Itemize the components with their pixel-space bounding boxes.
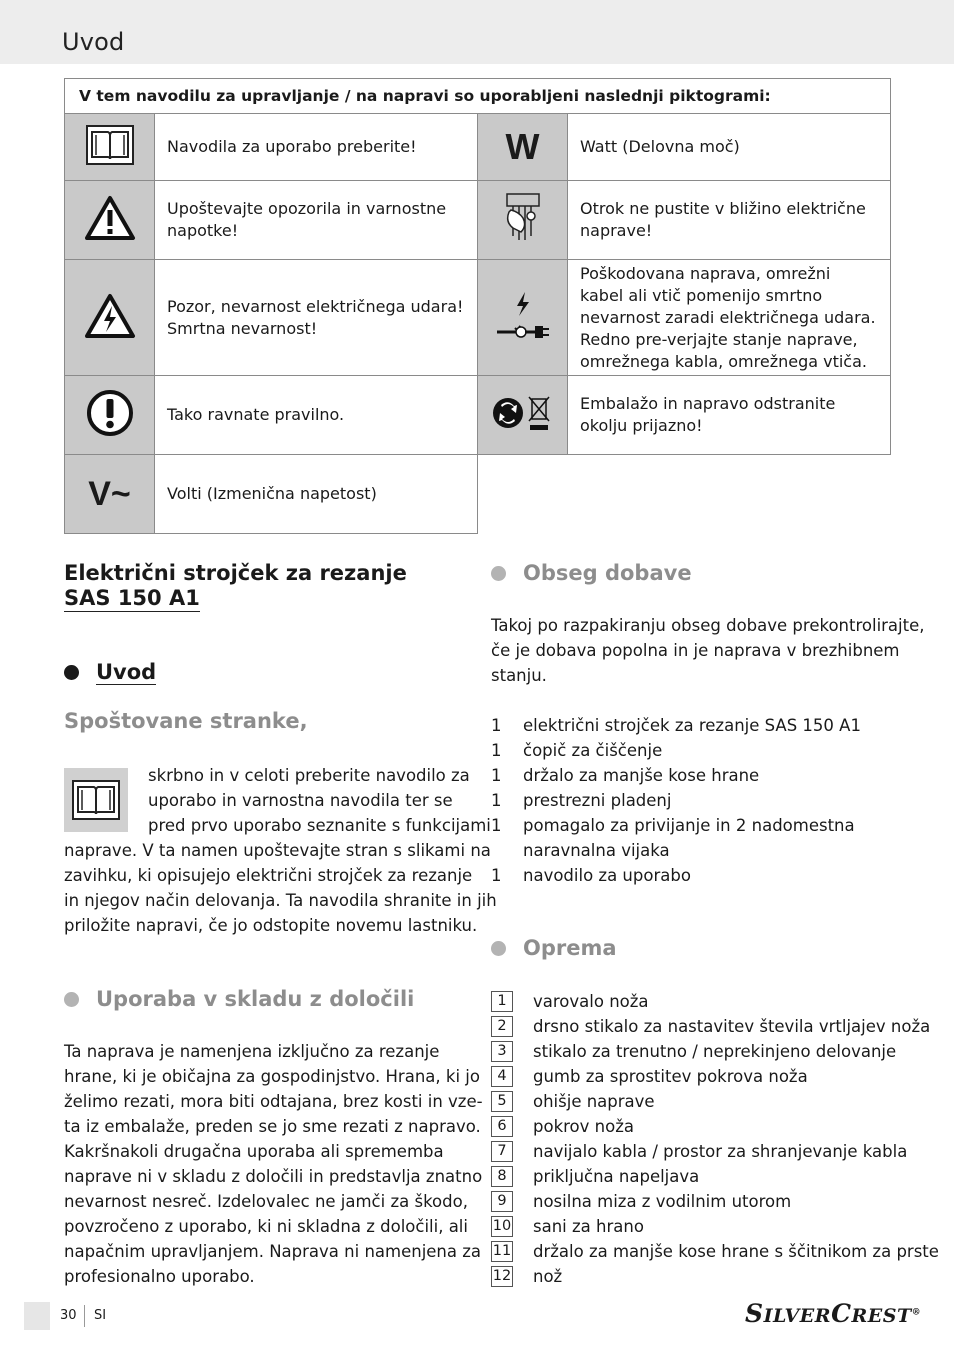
- bullet-dot-icon: [491, 566, 506, 581]
- list-item: 1 prestrezni pladenj: [491, 791, 672, 810]
- footer-divider: [84, 1305, 85, 1327]
- language-code: SI: [94, 1308, 107, 1323]
- list-item: 2 drsno stikalo za nastavitev števila vrtljajev noža: [491, 1014, 939, 1039]
- list-item: 1 čopič za čiščenje: [491, 741, 663, 760]
- electric-shock-triangle-icon: [65, 260, 155, 376]
- pictogram-text: Otrok ne pustite v bližino električne naprave!: [568, 181, 891, 260]
- list-item: 8 priključna napeljava: [491, 1164, 939, 1189]
- watt-icon: [478, 114, 568, 181]
- list-item: 1 pomagalo za privijanje in 2 nadomestna naravnalna vijaka: [491, 816, 855, 860]
- pictogram-text: Poškodovana naprava, omrežni kabel ali vtič pomenijo smrtno nevarnost zaradi električnega udara. Redno pre-verjajte stanje naprave, omrežnega kabla, omrežnega vtiča.: [568, 260, 891, 376]
- bullet-dot-icon: [491, 941, 506, 956]
- pictogram-text: Navodila za uporabo preberite!: [155, 114, 478, 181]
- exclamation-circle-icon: [65, 376, 155, 455]
- footer-marker: [24, 1302, 50, 1330]
- item-number-badge: 8: [491, 1166, 513, 1187]
- list-item: 1 električni strojček za rezanje SAS 150 A1: [491, 716, 861, 735]
- item-number-badge: 11: [491, 1241, 513, 1262]
- list-item: 3 stikalo za trenutno / neprekinjeno delovanje: [491, 1039, 939, 1064]
- watt-symbol: W: [505, 126, 540, 167]
- list-item: 5 ohišje naprave: [491, 1089, 939, 1114]
- book-icon: [65, 114, 155, 181]
- section-heading-intended-use: Uporaba v skladu z določili: [64, 987, 414, 1011]
- header-band: [0, 0, 954, 64]
- intended-use-paragraph: Ta naprava je namenjena izključno za rezanje hrane, ki je običajna za gospodinjstvo. Hrana, ki jo želimo rezati, mora biti odtajana, brez kosti in vze- ta iz embalaže, preden se jo sme rezati z napravo. Kakršnakoli drugačna uporaba ali sprememba naprave ni v skladu z določili in predstavlja znatno nevarnost nesreč. Izdelovalec ne jamči za škodo, povzročeno z uporabo, ki ni skladna z določili, ali napačnim upravljanjem. Naprava ni namenjena za profesionalno uporabo.: [64, 1042, 483, 1286]
- section-heading-intro: Uvod: [64, 660, 156, 685]
- volt-ac-icon: [65, 455, 155, 534]
- list-item: 6 pokrov noža: [491, 1114, 939, 1139]
- item-number-badge: 12: [491, 1266, 513, 1287]
- equipment-list: [491, 989, 939, 1289]
- list-item: 1 navodilo za uporabo: [491, 866, 691, 885]
- list-item: 1 držalo za manjše kose hrane: [491, 766, 760, 785]
- list-item: 7 navijalo kabla / prostor za shranjevanje kabla: [491, 1139, 939, 1164]
- item-number-badge: 6: [491, 1116, 513, 1137]
- item-number-badge: 4: [491, 1066, 513, 1087]
- pictogram-text: Watt (Delovna moč): [568, 114, 891, 181]
- section-heading-equipment: Oprema: [491, 936, 617, 960]
- item-number-badge: 9: [491, 1191, 513, 1212]
- product-title-line2: SAS 150 A1: [64, 586, 200, 610]
- list-item: 10 sani za hrano: [492, 1217, 644, 1236]
- pictogram-text: Pozor, nevarnost električnega udara! Smrtna nevarnost!: [155, 260, 478, 376]
- item-number-badge: 5: [491, 1091, 513, 1112]
- bullet-dot-icon: [64, 665, 79, 680]
- product-title: [64, 561, 407, 612]
- recycling-bin-icon: [478, 376, 568, 455]
- warning-triangle-icon: [65, 181, 155, 260]
- pictogram-text: Tako ravnate pravilno.: [155, 376, 478, 455]
- intro-paragraph-bottom: naprave. V ta namen upoštevajte stran s slikami na zavihku, ki opisujejo električni strojček za rezanje in njegov način delovanja. Ta navodila shranite in jih priložite napravi, če jo odstopite novemu lastniku.: [64, 841, 497, 935]
- volt-ac-symbol: V~: [88, 474, 131, 513]
- scope-list: [491, 713, 861, 888]
- page-number: 30: [60, 1308, 77, 1323]
- item-number-badge: 2: [491, 1016, 513, 1037]
- section-heading-scope: Obseg dobave: [491, 561, 692, 585]
- item-number-badge: 1: [491, 991, 513, 1012]
- bullet-dot-icon: [64, 992, 79, 1007]
- greeting-heading: Spoštovane stranke,: [64, 709, 308, 733]
- scope-intro-paragraph: Takoj po razpakiranju obseg dobave prekontrolirajte, če je dobava popolna in je naprava v brezhibnem stanju.: [491, 616, 925, 685]
- intro-paragraph-top: skrbno in v celoti preberite navodilo za uporabo in varnostna navodila ter se pred prvo uporabo seznanite s funkcijami: [148, 766, 491, 835]
- item-number-badge: 10: [491, 1216, 513, 1237]
- pictogram-table-heading: V tem navodilu za upravljanje / na napravi so uporabljeni naslednji piktogrami:: [65, 79, 891, 114]
- list-item: 1 varovalo noža: [491, 989, 939, 1014]
- page-header-title: Uvod: [62, 28, 125, 56]
- pictogram-text: Upoštevajte opozorila in varnostne napotke!: [155, 181, 478, 260]
- child-hand-icon: [478, 181, 568, 260]
- brand-logo: SILVERCREST®: [745, 1299, 922, 1328]
- pictogram-text: Volti (Izmenična napetost): [155, 455, 478, 534]
- item-number-badge: 7: [491, 1141, 513, 1162]
- pictogram-table: [64, 78, 891, 534]
- damaged-cable-icon: [478, 260, 568, 376]
- book-icon: [64, 768, 128, 832]
- product-title-line1: Električni strojček za rezanje: [64, 561, 407, 585]
- list-item: 4 gumb za sprostitev pokrova noža: [491, 1064, 939, 1089]
- list-item: 12 nož: [492, 1267, 563, 1286]
- pictogram-text: Embalažo in napravo odstranite okolju prijazno!: [568, 376, 891, 455]
- list-item: 9 nosilna miza z vodilnim utorom: [491, 1189, 939, 1214]
- item-number-badge: 3: [491, 1041, 513, 1062]
- list-item: 11 držalo za manjše kose hrane s ščitnikom za prste: [492, 1242, 939, 1261]
